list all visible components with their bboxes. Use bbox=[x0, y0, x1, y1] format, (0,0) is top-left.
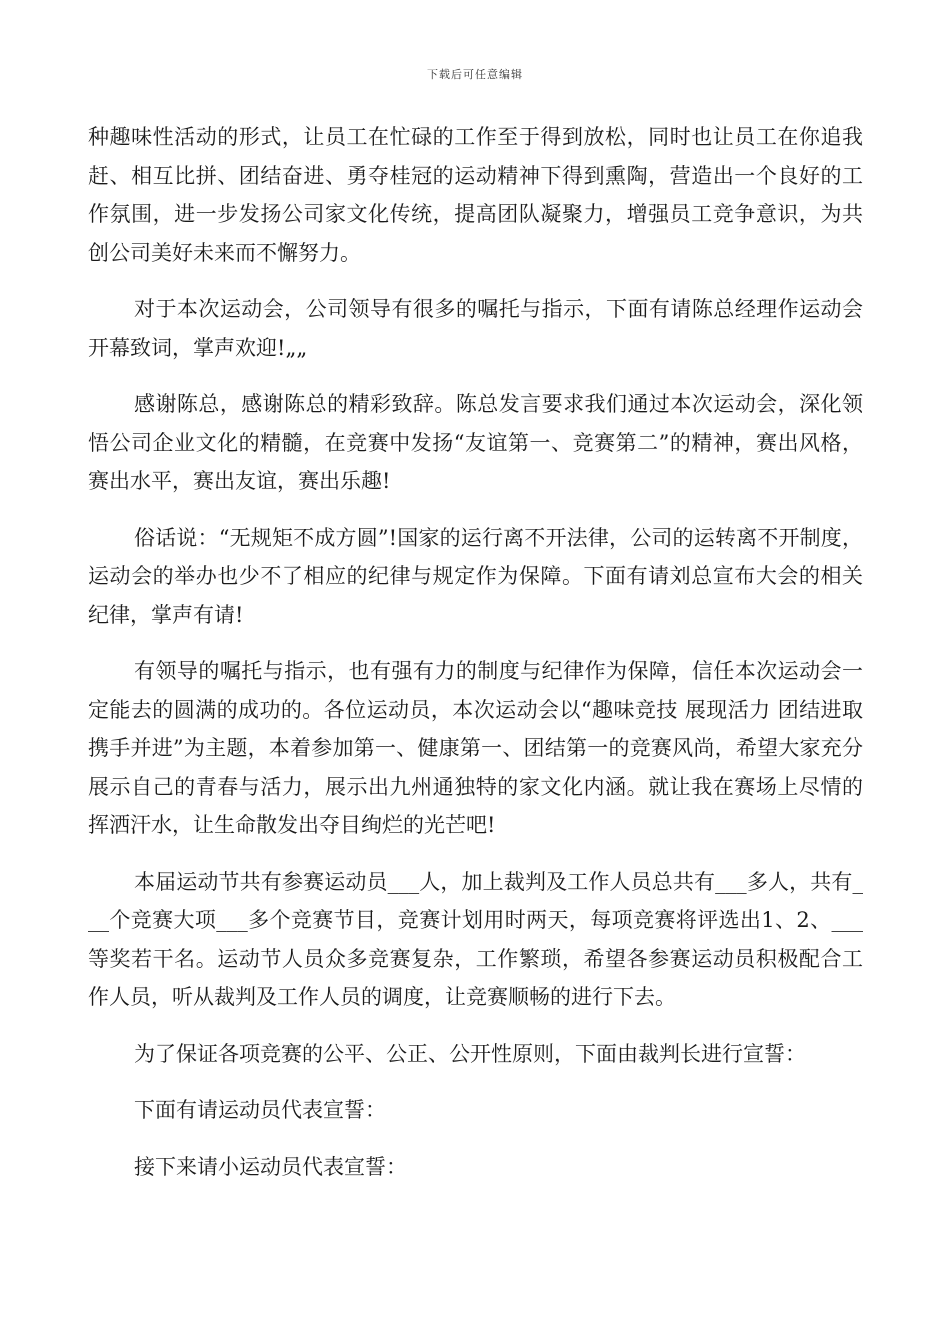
paragraph-referee-oath: 为了保证各项竞赛的公平、公正、公开性原则，下面由裁判长进行宣誓： bbox=[134, 1041, 806, 1066]
paragraph-rules: 俗话说：“无规矩不成方圆”!国家的运行离不开法律，公司的运转离不开制度，运动会的举办也少不了相应的纪律与规定作为保障。下面有请刘总宣布大会的相关纪律，掌声有请! bbox=[88, 525, 863, 627]
paragraph-participants: 本届运动节共有参赛运动员___人，加上裁判及工作人员总共有___多人，共有___个竞赛大项___多个竞赛节目，竞赛计划用时两天，每项竞赛将评选出1、2、___等奖若干名。运动节人员众多竞赛复杂，工作繁琐，希望各参赛运动员积极配合工作人员，听从裁判及工作人员的调度，让竞赛顺畅的进行下去。 bbox=[88, 869, 864, 1009]
paragraph-leader-speech: 对于本次运动会，公司领导有很多的嘱托与指示，下面有请陈总经理作运动会开幕致词，掌声欢迎!„„ bbox=[88, 297, 863, 360]
page-header: 下载后可任意编辑 bbox=[427, 68, 523, 81]
paragraph-thanks: 感谢陈总，感谢陈总的精彩致辞。陈总发言要求我们通过本次运动会，深化领悟公司企业文化的精髓，在竞赛中发扬“友谊第一、竞赛第二”的精神，赛出风格，赛出水平，赛出友谊，赛出乐趣! bbox=[88, 392, 863, 493]
document-body bbox=[88, 118, 863, 1204]
paragraph-athlete-oath: 下面有请运动员代表宣誓： bbox=[134, 1098, 386, 1122]
paragraph-intro-continued: 种趣味性活动的形式，让员工在忙碌的工作至于得到放松，同时也让员工在你追我赶、相互比拼、团结奋进、勇夺桂冠的运动精神下得到熏陶，营造出一个良好的工作氛围，进一步发扬公司家文化传统，提高团队凝聚力，增强员工竞争意识，为共创公司美好未来而不懈努力。 bbox=[88, 125, 863, 265]
paragraph-junior-oath: 接下来请小运动员代表宣誓： bbox=[134, 1154, 407, 1179]
paragraph-theme: 有领导的嘱托与指示，也有强有力的制度与纪律作为保障，信任本次运动会一定能去的圆满的成功的。各位运动员，本次运动会以“趣味竞技 展现活力 团结进取 携手并进”为主题，本着参加第一、健康第一、团结第一的竞赛风尚，希望大家充分展示自己的青春与活力，展示出九州通独特的家文化内涵。就让我在赛场上尽情的挥洒汗水，让生命散发出夺目绚烂的光芒吧! bbox=[88, 659, 863, 837]
